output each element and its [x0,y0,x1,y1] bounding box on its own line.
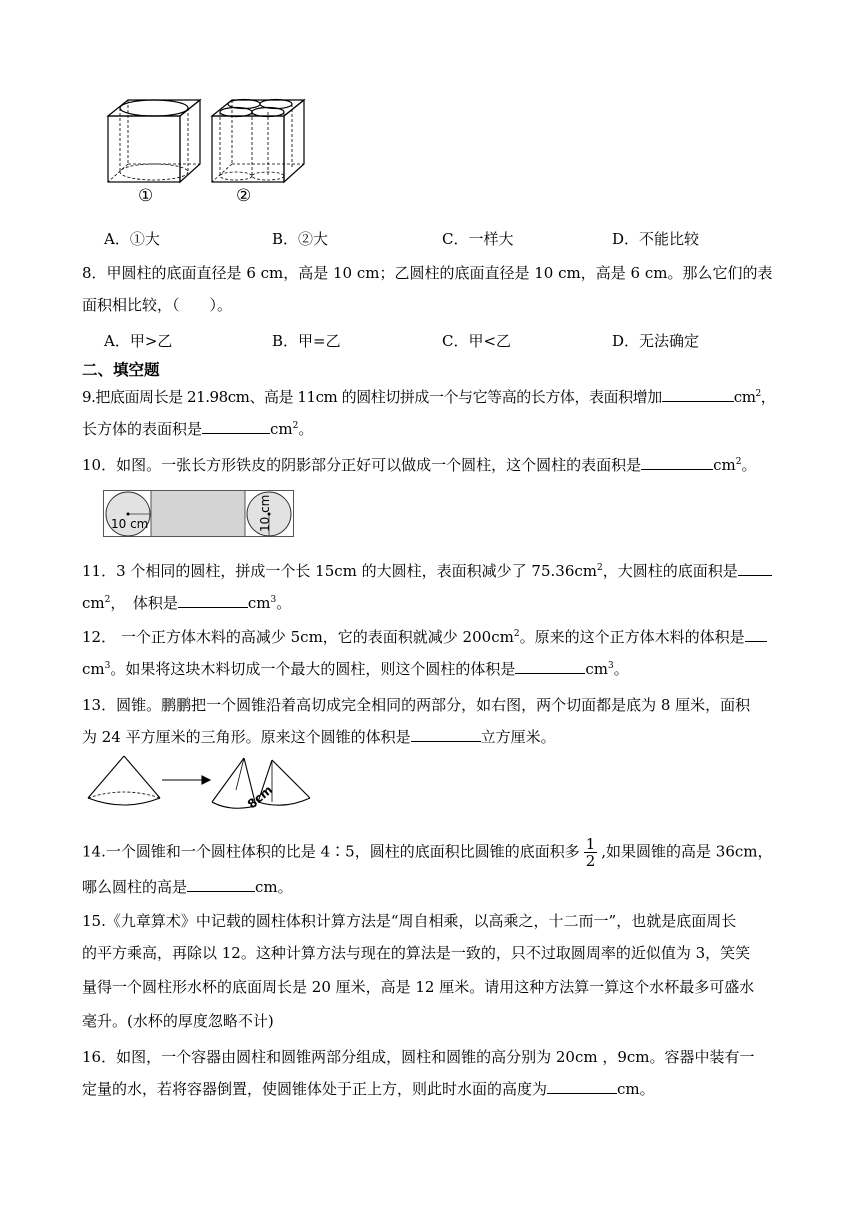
q13-figure-cone-cut [84,754,324,820]
q14-text-b: ,如果圆锥的高是 36cm， [601,842,773,861]
q12-text-line2 [82,658,629,680]
q15-text-line3: 量得一个圆柱形水杯的底面周长是 20 厘米，高是 12 厘米。请用这种方法算一算这个水杯最多可盛水 [82,978,755,996]
q12-text-a: 12． 一个正方体木料的高减少 5cm，它的表面积就减少 200cm [82,628,514,646]
q13-text-line1: 13．圆锥。鹏鹏把一个圆锥沿着高切成完全相同的两部分，如右图，两个切面都是底为 8 厘米，面积 [82,696,751,714]
answer-blank[interactable] [515,659,585,674]
q7-figure-label-2: ② [236,186,252,206]
q12-text-b: 。原来的这个正方体木料的体积是 [519,628,745,646]
q14-fraction [584,836,598,869]
q12-text-c: 。如果将这块木料切成一个最大的圆柱，则这个圆柱的体积是 [110,660,516,678]
q13-text-a: 为 24 平方厘米的三角形。原来这个圆锥的体积是 [82,728,411,746]
section-title: 二、填空题 [82,361,160,379]
q9-text-line2 [82,418,313,440]
q7-figure-four-cylinders [208,96,310,186]
q9-unit2: cm [270,420,293,438]
q15-text-line1: 15.《九章算术》中记载的圆柱体积计算方法是“周自相乘，以高乘之，十二而一”，也就是底面周长 [82,912,737,930]
q10-sup: 2 [735,457,742,467]
q11-text-line1 [82,560,772,582]
q10-unit: cm [713,456,736,474]
q11-sup: 2 [596,563,603,573]
q10-text-a: 10．如图。一张长方形铁皮的阴影部分正好可以做成一个圆柱，这个圆柱的表面积是 [82,456,642,474]
q7-figure-one-cylinder [104,96,206,186]
answer-blank[interactable] [662,387,734,402]
q7-option-b: B．②大 [272,230,329,248]
answer-blank[interactable] [738,561,772,576]
q14-text-c: 哪么圆柱的高是 [82,878,188,896]
q9-end: 。 [298,420,314,438]
q11-text-c: ， 体积是 [110,594,178,612]
q7-option-a: A．①大 [104,230,160,248]
q9-text-b: 长方体的表面积是 [82,420,203,438]
q7-figure-label-1: ① [138,186,154,206]
answer-blank[interactable] [411,727,481,742]
q14-text-line2 [82,876,293,898]
q10-fig-label-right: 10 cm [258,494,272,532]
q12-unit: cm [82,660,105,678]
q13-text-b: 立方厘米。 [480,728,556,746]
answer-blank[interactable] [178,593,248,608]
q11-unit2: cm [247,594,271,612]
q8-option-a: A．甲>乙 [104,332,173,350]
answer-blank[interactable] [187,877,255,892]
q16-unit: cm。 [617,1080,655,1098]
q14-frac-den: 2 [585,852,596,870]
q13-fig-label: 8cm [244,782,276,812]
q11-sup3: 3 [270,595,277,605]
q8-text-line1: 8．甲圆柱的底面直径是 6 cm，高是 10 cm；乙圆柱的底面直径是 10 cm，高是 6 cm。那么它们的表 [82,264,773,282]
answer-blank[interactable] [202,419,270,434]
q14-frac-num: 1 [585,835,596,853]
q8-text-line2: 面积相比较，（ ）。 [82,296,233,314]
q12-unit2: cm [585,660,608,678]
answer-blank[interactable] [641,455,713,470]
q8-option-c: C．甲<乙 [442,332,512,350]
q10-text-line1 [82,454,756,476]
answer-blank[interactable] [745,627,767,642]
q9-text-line1: 9.把底面周长是 21.98cm、高是 11cm 的圆柱切拼成一个与它等高的长方体，表面积增加 $cm^2$， [82,388,776,406]
q16-text-a: 定量的水，若将容器倒置，使圆锥体处于正上方，则此时水面的高度为 [82,1080,548,1098]
q9-sup2: 2 [292,421,299,431]
q15-text-line4: 毫升。(水杯的厚度忽略不计) [82,1012,274,1030]
q11-sup2: 2 [104,595,111,605]
q12-sup3b: 3 [608,661,614,671]
q16-text-line2 [82,1078,655,1100]
q11-text-a: 11．3 个相同的圆柱，拼成一个长 15cm 的大圆柱，表面积减少了 75.36cm [82,562,597,580]
q10-fig-label-left: 10 cm [111,517,149,531]
q16-text-line1: 16．如图，一个容器由圆柱和圆锥两部分组成，圆柱和圆锥的高分别为 20cm ，9cm。容器中装有一 [82,1048,755,1066]
q7-option-d: D．不能比较 [612,230,700,248]
q15-text-line2: 的平方乘高，再除以 12。这种计算方法与现在的算法是一致的，只不过取圆周率的近似值为 3，笑笑 [82,944,751,962]
q12-sup: 2 [513,629,520,639]
q12-end: 。 [613,660,629,678]
q7-option-c: C．一样大 [442,230,514,248]
q14-unit: cm。 [255,878,293,896]
q9-sup: 2 [755,389,761,399]
q8-option-b: B．甲=乙 [272,332,341,350]
q13-text-line2 [82,726,556,748]
q9-text-a: 9.把底面周长是 21.98cm、高是 11cm 的圆柱切拼成一个与它等高的长方体，表面积增加 [82,388,662,406]
q14-text-line1 [82,836,773,869]
answer-blank[interactable] [547,1079,617,1094]
q9-unit: cm [733,388,756,406]
q10-end: 。 [741,456,757,474]
q14-text-a: 14.一个圆锥和一个圆柱体积的比是 4∶5，圆柱的底面积比圆锥的底面积多 [82,842,580,861]
q11-end: 。 [276,594,292,612]
q8-option-d: D．无法确定 [612,332,700,350]
q11-text-line2 [82,592,291,614]
q11-unit: cm [82,594,105,612]
q12-sup3: 3 [104,661,111,671]
q11-text-b: ，大圆柱的底面积是 [602,562,738,580]
q12-text-line1 [82,626,767,648]
